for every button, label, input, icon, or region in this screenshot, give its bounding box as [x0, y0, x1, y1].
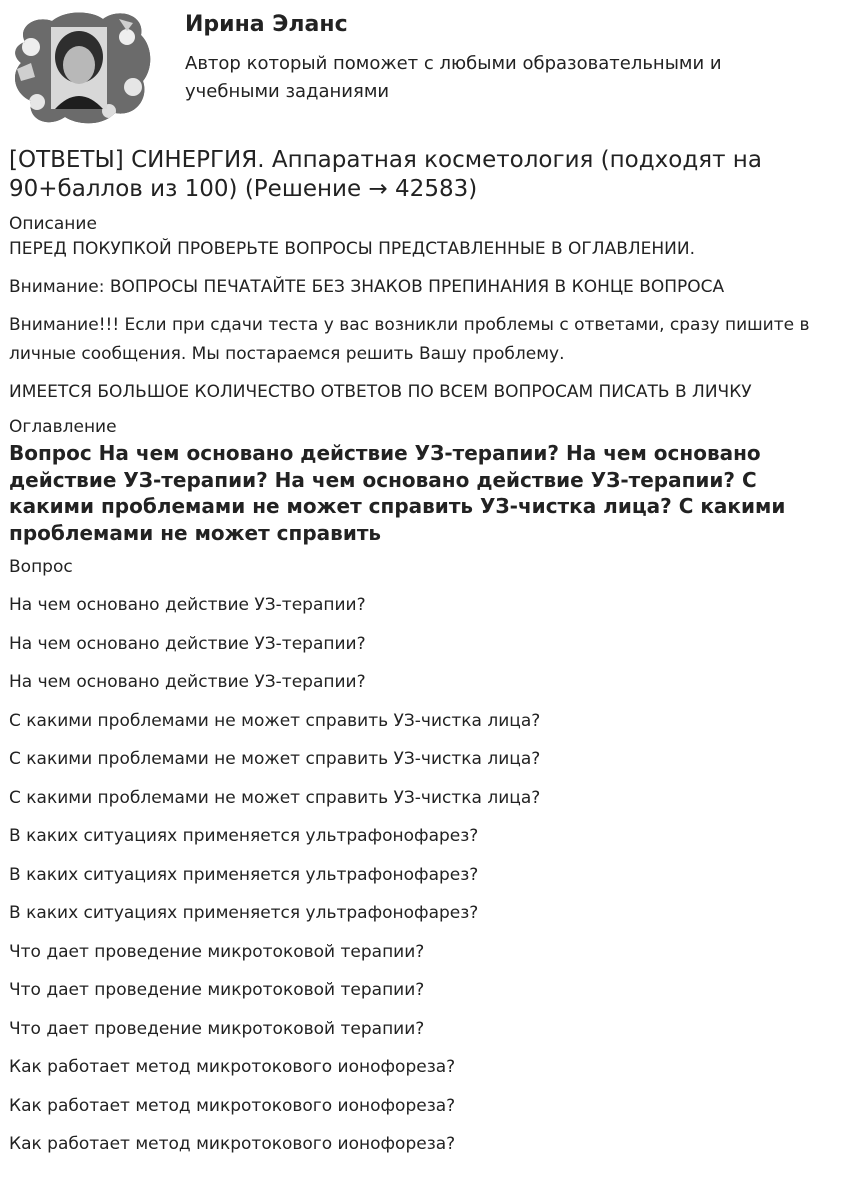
question-item: С какими проблемами не может справить УЗ-чистка лица?: [9, 787, 541, 808]
author-description: Автор который поможет с любыми образовательными и учебными заданиями: [185, 53, 722, 102]
question-list: [9, 594, 841, 1172]
paragraph-more-answers: ИМЕЕТСЯ БОЛЬШОЕ КОЛИЧЕСТВО ОТВЕТОВ ПО ВСЕМ ВОПРОСАМ ПИСАТЬ В ЛИЧКУ: [9, 382, 752, 402]
toc-heading: Вопрос На чем основано действие УЗ-терапии? На чем основано действие УЗ-терапии? На чем основано действие УЗ-терапии? С какими проблемами не может справить УЗ-чистка лица? С какими проблемами не может справить: [9, 441, 786, 545]
paragraph-check-questions: ПЕРЕД ПОКУПКОЙ ПРОВЕРЬТЕ ВОПРОСЫ ПРЕДСТАВЛЕННЫЕ В ОГЛАВЛЕНИИ.: [9, 239, 696, 259]
question-item: Что дает проведение микротоковой терапии?: [9, 980, 425, 1000]
author-name[interactable]: Ирина Эланс: [185, 12, 348, 37]
question-item: Что дает проведение микротоковой терапии?: [9, 941, 425, 962]
question-item: В каких ситуациях применяется ультрафонофарез?: [9, 826, 479, 846]
question-item: С какими проблемами не может справить УЗ-чистка лица?: [9, 710, 541, 731]
question-item: С какими проблемами не может справить УЗ-чистка лица?: [9, 749, 541, 769]
author-avatar[interactable]: [7, 7, 152, 127]
toc-label: Оглавление: [9, 417, 117, 437]
description-label: Описание: [9, 214, 97, 234]
question-item: На чем основано действие УЗ-терапии?: [9, 672, 366, 692]
question-label: Вопрос: [9, 557, 73, 577]
author-header: [0, 0, 847, 140]
page-title: [ОТВЕТЫ] СИНЕРГИЯ. Аппаратная косметология (подходят на 90+баллов из 100) (Решение → 42583): [9, 147, 762, 202]
question-item: На чем основано действие УЗ-терапии?: [9, 595, 366, 615]
question-item: В каких ситуациях применяется ультрафонофарез?: [9, 864, 479, 885]
question-item: Что дает проведение микротоковой терапии?: [9, 1018, 425, 1039]
question-item: На чем основано действие УЗ-терапии?: [9, 633, 366, 654]
question-item: Как работает метод микротокового ионофореза?: [9, 1095, 456, 1116]
question-item: В каких ситуациях применяется ультрафонофарез?: [9, 903, 479, 923]
main-content: [9, 146, 841, 1172]
question-item: Как работает метод микротокового ионофореза?: [9, 1057, 456, 1077]
paragraph-contact-notice: Внимание!!! Если при сдачи теста у вас возникли проблемы с ответами, сразу пишите в личные сообщения. Мы постараемся решить Вашу проблему.: [9, 315, 810, 364]
question-item: Как работает метод микротокового ионофореза?: [9, 1134, 456, 1154]
paragraph-no-punctuation: Внимание: ВОПРОСЫ ПЕЧАТАЙТЕ БЕЗ ЗНАКОВ ПРЕПИНАНИЯ В КОНЦЕ ВОПРОСА: [9, 277, 725, 297]
